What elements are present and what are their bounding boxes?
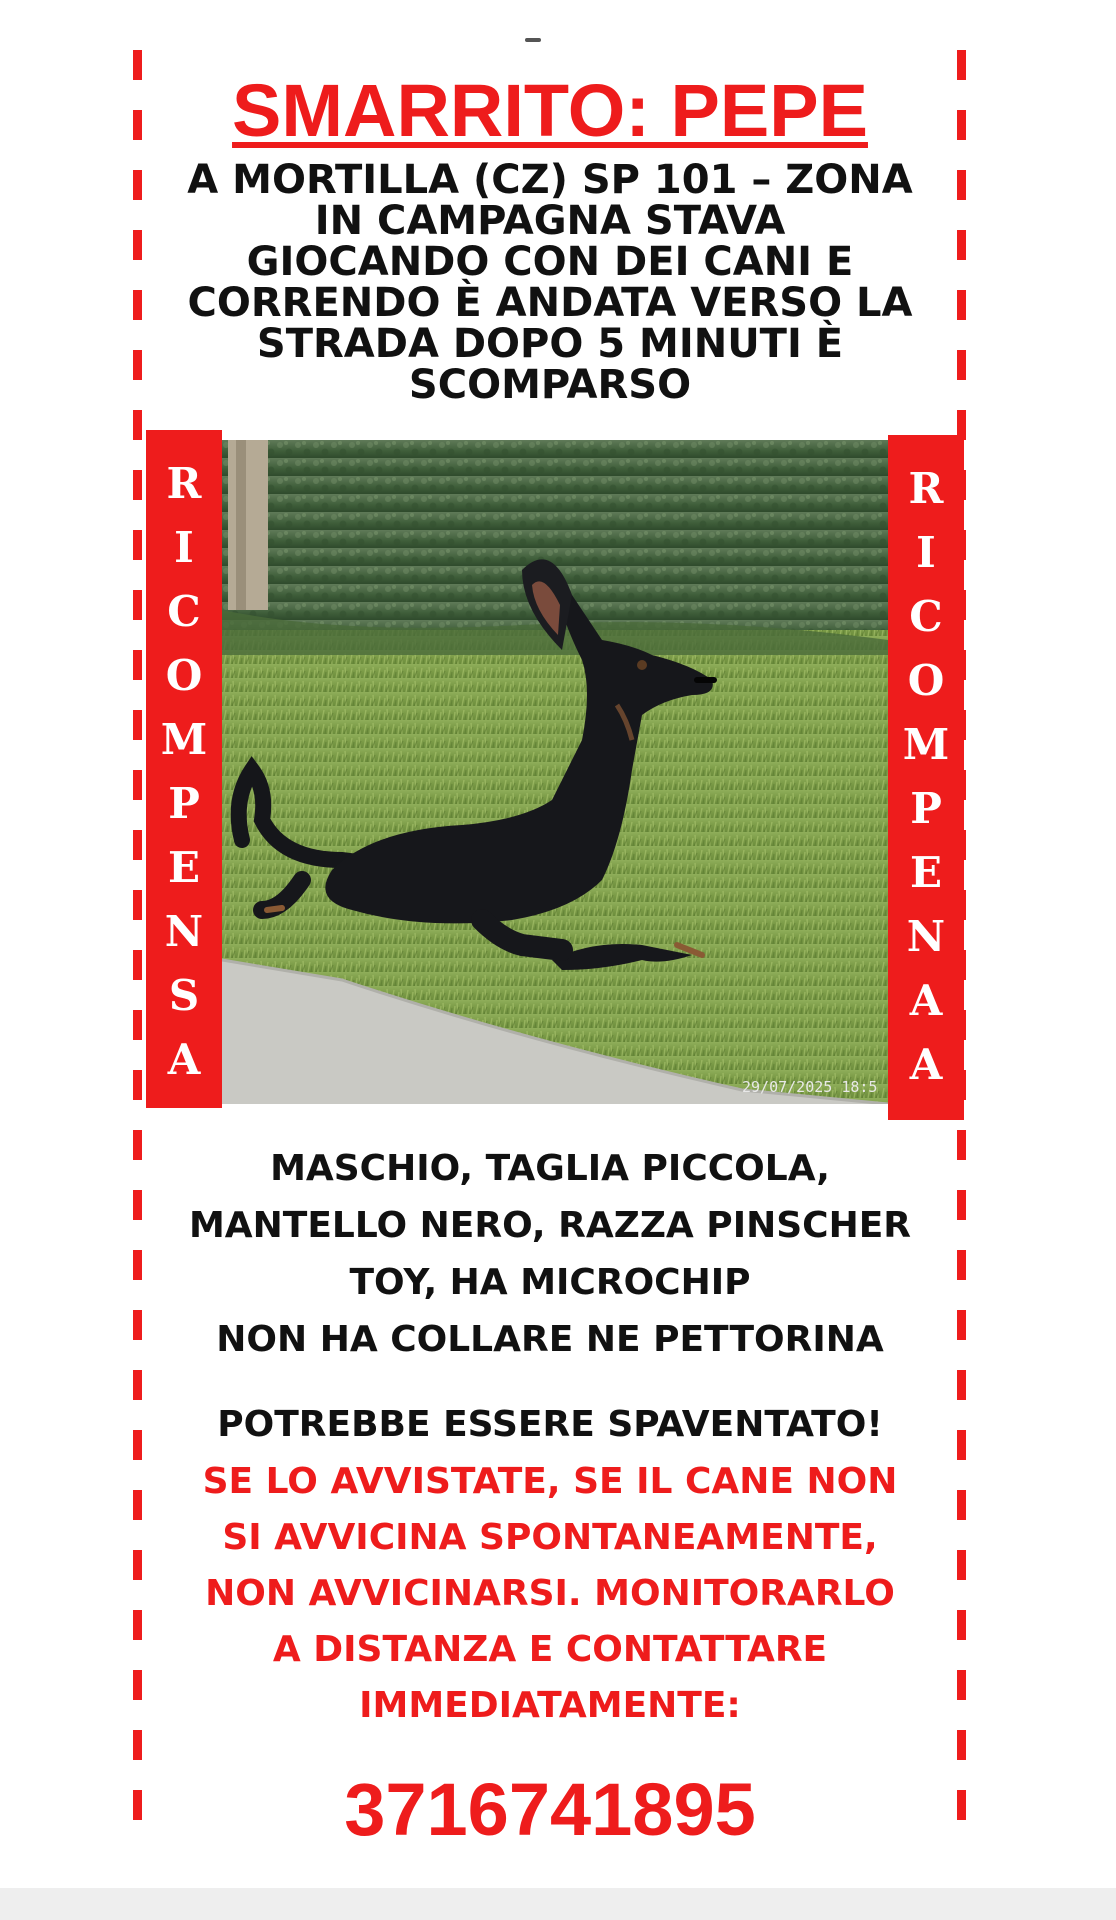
- reward-letter: I: [174, 523, 194, 572]
- bottom-bar: [0, 1888, 1116, 1920]
- poster-title: SMARRITO: PEPE: [232, 69, 868, 152]
- description-line: NON HA COLLARE NE PETTORINA: [216, 1319, 884, 1360]
- location-description: [160, 157, 940, 408]
- reward-letter: C: [909, 592, 943, 641]
- reward-letter: N: [164, 907, 204, 956]
- reward-letter: A: [167, 1035, 201, 1084]
- reward-letter: E: [167, 843, 200, 892]
- reward-letter: I: [916, 528, 936, 577]
- reward-letter: O: [907, 656, 945, 705]
- top-indicator: [525, 38, 541, 42]
- dog-photo: [222, 440, 888, 1104]
- advice-text: [160, 1454, 940, 1734]
- reward-letter: N: [906, 912, 946, 961]
- advice-line: A DISTANZA E CONTATTARE: [272, 1629, 828, 1670]
- reward-letter: E: [909, 848, 942, 897]
- reward-letter: R: [908, 464, 944, 513]
- reward-banner-right: [888, 435, 964, 1120]
- reward-banner-left: [146, 430, 222, 1108]
- description-line: MANTELLO NERO, RAZZA PINSCHER: [188, 1205, 912, 1246]
- photo-timestamp: 29/07/2025 18:5: [742, 1078, 878, 1096]
- reward-letter: S: [168, 971, 200, 1020]
- reward-letter: O: [165, 651, 203, 700]
- advice-line: SI AVVICINA SPONTANEAMENTE,: [222, 1517, 878, 1558]
- dog-description: [160, 1140, 940, 1368]
- reward-letter: P: [910, 784, 942, 833]
- location-line: CORRENDO È ANDATA VERSO LA: [187, 280, 913, 326]
- advice-line: SE LO AVVISTATE, SE IL CANE NON: [202, 1461, 898, 1502]
- location-line: STRADA DOPO 5 MINUTI È: [256, 321, 844, 367]
- reward-letter: R: [166, 459, 202, 508]
- location-line: IN CAMPAGNA STAVA: [314, 198, 786, 244]
- dashed-border-left: [133, 50, 142, 1850]
- location-line: GIOCANDO CON DEI CANI E: [246, 239, 854, 285]
- description-line: TOY, HA MICROCHIP: [349, 1262, 751, 1303]
- reward-letter: M: [160, 715, 208, 764]
- advice-line: IMMEDIATAMENTE:: [359, 1685, 741, 1726]
- advice-line: NON AVVICINARSI. MONITORARLO: [205, 1573, 895, 1614]
- contact-phone-number[interactable]: 3716741895: [344, 1768, 756, 1851]
- description-line: MASCHIO, TAGLIA PICCOLA,: [270, 1148, 830, 1189]
- dog-photo-illustration: [222, 440, 888, 1104]
- reward-letter: A: [909, 976, 943, 1025]
- warning-text: POTREBBE ESSERE SPAVENTATO!: [217, 1404, 883, 1445]
- location-line: A MORTILLA (CZ) SP 101 – ZONA: [187, 157, 913, 203]
- reward-letter: M: [902, 720, 950, 769]
- location-line: SCOMPARSO: [408, 362, 692, 408]
- reward-letter: A: [909, 1040, 943, 1089]
- reward-letter: P: [168, 779, 200, 828]
- reward-letter: C: [167, 587, 201, 636]
